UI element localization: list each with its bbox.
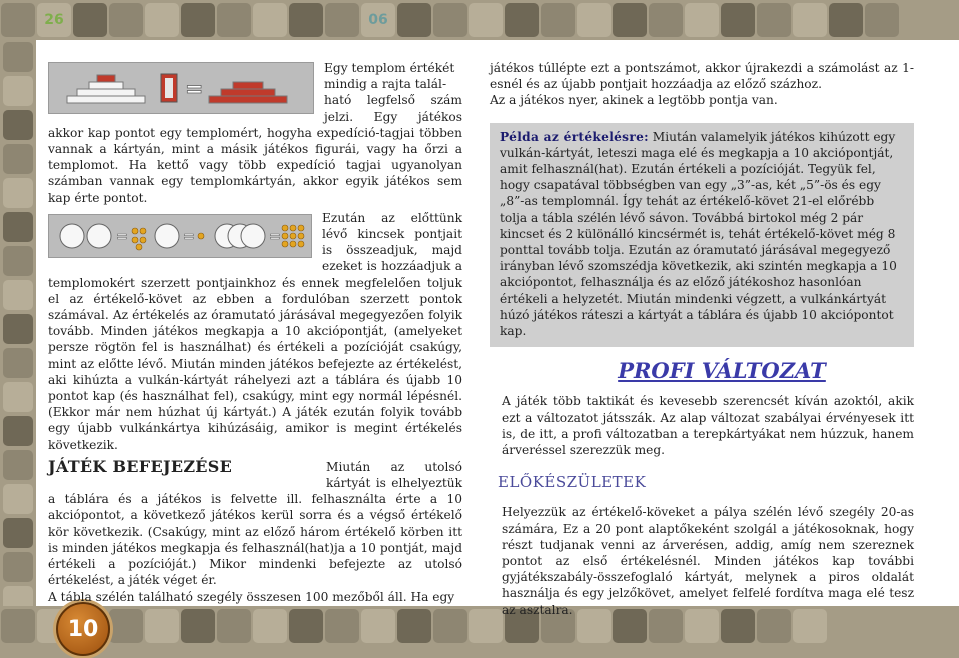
paragraph-preparation: Helyezzük az értékelő-köveket a pálya szélén lévő szegély 20-as számára, Ez a 20 pont alaptőkeként szolgál a játékosoknak, hogy részt tudjanak venni az árverésen, addig, amíg nem szereznek pontot az első értékelésnél. Minden játékos kap további gyjátékszabály-összefoglaló kártyát, melynek a piros oldalát használja és egy jelzőkövet, amelyet felfelé fordítva maga elé tesz az asztalra. (502, 505, 914, 617)
paragraph-board-track: A tábla szélén található szegély összesen 100 mezőből áll. Ha egy (48, 589, 455, 604)
border-tile (109, 609, 143, 643)
border-tile (109, 3, 143, 37)
border-tile (145, 3, 179, 37)
intro-line-1: Egy templom értékét (324, 61, 455, 75)
border-tile (181, 3, 215, 37)
paragraph-score-overflow: játékos túllépte ezt a pontszámot, akkor újrakezdi a számolást az 1-esnél és az újabb pontjait hozzáadja az előző százhoz. (490, 61, 914, 92)
border-tile (3, 280, 33, 310)
number-card-icon (161, 74, 177, 102)
border-tile (829, 3, 863, 37)
intro-line-2: mindig a rajta talál- (324, 77, 447, 92)
intro-line-3: ható legfelső szám (324, 93, 462, 108)
border-tile (757, 3, 791, 37)
border-tile (361, 609, 395, 643)
example-text: Miután valamelyik játékos kihúzott egy vulkán-kártyát, leteszi maga elé és megkapja a 10 akciópontját, amit felhasznál(hat). Ezután értékeli a pozícióját. Tegyük fel, hogy csapatával többségben van egy „3”-as, két „5”-ös és egy „8”-as templomnál. Így tehát az értékelő-követ 21-el előrébb tolja a tábla szélén lévő sávon. Továbbá birtokol még 2 pár kincset és 2 különálló kincsérmét is, tehát értékelő-követ még 8 ponttal tovább tolja. Ezután az óramutató járásával megegyező irányban lévő szomszédja következik, aki szintén megkapja a 10 akciópontot, felhasználja és az előző játékoshoz hasonlóan értékeli a helyzetét. Miután mindenki végzett, a vulkánkártyát húzó játékos ráteszi a kártyát a táblára és újabb 10 akciópontot kap. (500, 129, 897, 339)
svg-text:=: = (183, 228, 195, 245)
border-tile (865, 3, 899, 37)
border-tile (253, 609, 287, 643)
border-tile (3, 416, 33, 446)
border-tile: 26 (37, 3, 71, 37)
example-label: Példa az értékelésre: (500, 129, 649, 144)
section-title-game-end: JÁTÉK BEFEJEZÉSE (48, 456, 233, 476)
page-number: 10 (56, 602, 110, 656)
border-tile (649, 3, 683, 37)
border-tile (3, 518, 33, 548)
border-tile (73, 3, 107, 37)
border-tile (793, 3, 827, 37)
border-tile (217, 609, 251, 643)
left-column (48, 60, 462, 605)
border-tile (3, 484, 33, 514)
right-column (490, 60, 914, 618)
border-tile (253, 3, 287, 37)
border-tile (181, 609, 215, 643)
left-border (0, 40, 36, 606)
border-tile (1, 609, 35, 643)
border-tile (505, 3, 539, 37)
temple-stack-icon (67, 75, 145, 103)
border-tile (3, 246, 33, 276)
temple-top-icon (209, 82, 287, 103)
border-tile (3, 76, 33, 106)
svg-text:=: = (269, 228, 281, 245)
border-tile (3, 178, 33, 208)
border-tile (3, 314, 33, 344)
border-tile (3, 42, 33, 72)
border-tile (433, 609, 467, 643)
border-tile (3, 382, 33, 412)
border-tile (577, 3, 611, 37)
border-tile (433, 3, 467, 37)
section-title-preparation: ELŐKÉSZÜLETEK (498, 473, 647, 492)
border-tile (3, 552, 33, 582)
border-tile (397, 3, 431, 37)
border-tile (469, 3, 503, 37)
border-tile (3, 348, 33, 378)
border-tile (3, 212, 33, 242)
border-tile (289, 609, 323, 643)
section-title-pro-variant: PROFI VÁLTOZAT (618, 358, 826, 384)
border-tile (145, 609, 179, 643)
border-tile (325, 3, 359, 37)
svg-text:=: = (185, 77, 204, 102)
svg-text:=: = (116, 228, 128, 245)
paragraph-treasure-scoring: Ezután az előttünk lévő kincsek pontjait is összeadjuk, majd ezeket is hozzáadjuk a templomokért szerzett pontjainkhoz és ennek megfelelően toljuk el az értékelő-követ az ebben a fordulóban szerzett pontok számával. Az értékelés az óramutató járásával megegyezően folyik tovább. Minden játékos megkapja a 10 akciópontját, (amelyeket persze rögtön fel is használhat) és értékeli a pozícióját csakúgy, mint az előtte lévő. Miután minden játékos befejezte az értékelést, aki kihúzta a vulkán-kártyát ráhelyezi azt a táblára és újabb 10 pontot kap (és használhat fel), csakúgy, mint egy normál lépésnél. (Ekkor már nem húzhat új kártyát.) A játék ezután folyik tovább egy újabb vulkánkártya kihúzásáig, amikor is megint értékelés következik. (48, 210, 462, 452)
top-border (0, 0, 959, 40)
border-tile (325, 609, 359, 643)
border-tile (1, 3, 35, 37)
border-tile (685, 3, 719, 37)
paragraph-winner: Az a játékos nyer, akinek a legtöbb pontja van. (490, 93, 778, 108)
border-tile (3, 450, 33, 480)
border-tile (3, 586, 33, 606)
paragraph-temple-scoring: jelzi. Egy játékos akkor kap pontot egy templomért, hogyha expedíció-tagjai többen vannak a kártyán, mint a másik játékos figurái, vagy ha őrzi a templomot. Ha kettő vagy több expedíció tagjai ugyanolyan számban vannak egy templomkártyán, akkor egyik játékos sem kap érte pontot. (48, 109, 462, 205)
paragraph-game-end: Miután az utolsó kártyát is elhelyeztük a táblára és a játékos is felvette ill. felhasználta érte a 10 akciópontot, a következő játékos kerül sorra és a végső értékelő kör következik. (Csakúgy, mint az előző három értékelő körben itt is minden játékos megkapja és felhasznál(hat)ja a 10 pontját, majd értékeli a pozícióját.) Mikor mindenki befejezte az utolsó értékelést, a játék véget ér. (48, 459, 462, 588)
temple-value-illustration (48, 62, 314, 114)
paragraph-pro-variant: A játék több taktikát és kevesebb szerencsét kíván azoktól, akik ezt a változatot játsszák. Az alap változat szabályai érvényesek itt is, de itt, a profi változatban a terepkártyákat nem húzzuk, hanem árveréssel szerezzük meg. (502, 394, 914, 458)
border-tile (3, 110, 33, 140)
border-tile (289, 3, 323, 37)
border-tile (3, 144, 33, 174)
border-tile (217, 3, 251, 37)
example-box (490, 123, 914, 348)
treasure-value-illustration (48, 214, 312, 258)
border-tile (541, 3, 575, 37)
border-tile (397, 609, 431, 643)
border-tile: 06 (361, 3, 395, 37)
border-tile (613, 3, 647, 37)
border-tile (721, 3, 755, 37)
